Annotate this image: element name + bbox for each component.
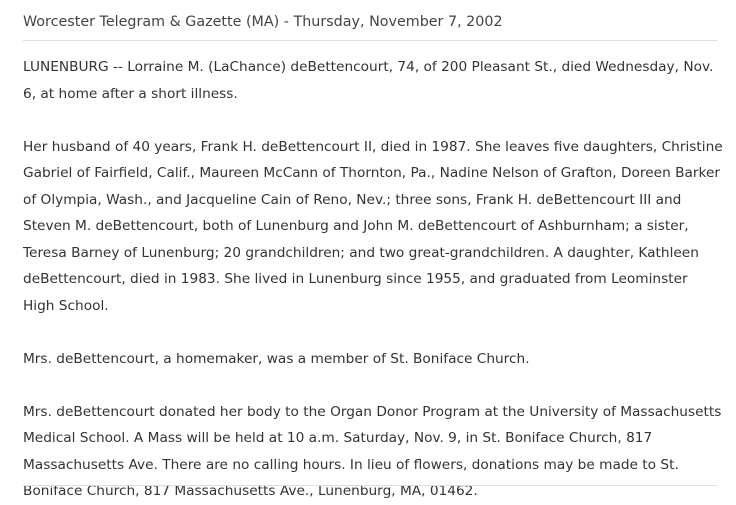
bottom-divider [23,485,717,486]
obituary-paragraph-service-details: Mrs. deBettencourt donated her body to the Organ Donor Program at the University of Massachusetts Medical School. A Mass will be held at 10 a.m. Saturday, Nov. 9, in St. Boniface Church, 817 Massachusetts Ave. There are no calling hours. In lieu of flowers, donations may be made to St. Boniface Church, 817 Massachusetts Ave., Lunenburg, MA, 01462. [23,403,722,499]
top-divider [23,40,717,41]
obituary-paragraph-survivors: Her husband of 40 years, Frank H. deBettencourt II, died in 1987. She leaves five daughters, Christine Gabriel of Fairfield, Calif., Maureen McCann of Thornton, Pa., Nadine Nelson of Grafton, Doreen Barker of Olympia, Wash., and Jacqueline Cain of Reno, Nev.; three sons, Frank H. deBettencourt III and Steven M. deBettencourt, both of Lunenburg and John M. deBettencourt of Ashburnham; a sister, Teresa Barney of Lunenburg; 20 grandchildren; and two great-grandchildren. A daughter, Kathleen deBettencourt, died in 1983. She lived in Lunenburg since 1955, and graduated from Leominster High School. [23,138,723,314]
newspaper-source-title: Worcester Telegram & Gazette (MA) - Thursday, November 7, 2002 [23,14,503,30]
obituary-body [23,54,723,505]
obituary-paragraph-death-notice: LUNENBURG -- Lorraine M. (LaChance) deBettencourt, 74, of 200 Pleasant St., died Wednesday, Nov. 6, at home after a short illness. [23,59,714,102]
obituary-paragraph-church-membership: Mrs. deBettencourt, a homemaker, was a member of St. Boniface Church. [23,350,530,367]
